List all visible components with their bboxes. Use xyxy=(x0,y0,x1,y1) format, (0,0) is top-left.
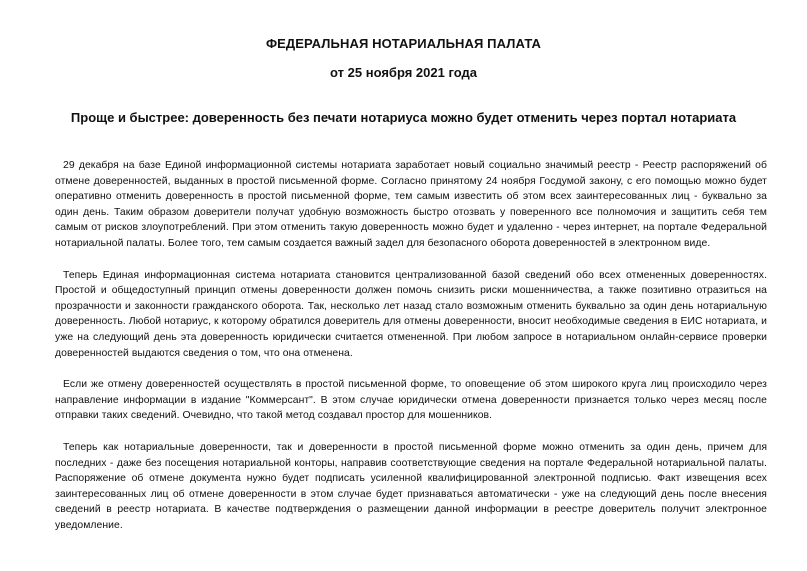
article-body xyxy=(55,158,767,549)
paragraph-4: Теперь как нотариальные доверенности, так и доверенности в простой письменной форме можно отменить за один день, причем для последних - даже без посещения нотариальной конторы, направив соответствующие сведения на портале Федеральной нотариальной палаты. Распоряжение об отмене документа нужно будет подписать усиленной квалифицированной электронной подписью. Факт извещения всех заинтересованных лиц об отмене доверенности в этом случае будет признаваться автоматически - уже на следующий день после внесения сведений в реестр нотариата. В качестве подтверждения о размещении данной информации в реестре доверитель получит электронное уведомление. xyxy=(55,441,767,531)
paragraph-3: Если же отмену доверенностей осуществлять в простой письменной форме, то оповещение об этом широкого круга лиц происходило через направление информации в издание "Коммерсант". В этом случае юридически отмена доверенности признается только через месяц после отправки таких сведений. Очевидно, что такой метод создавал простор для мошенников. xyxy=(55,379,767,422)
paragraph-1: 29 декабря на базе Единой информационной системы нотариата заработает новый социально значимый реестр - Реестр распоряжений об отмене доверенностей, выданных в простой письменной форме. Согласно принятому 24 ноября Госдумой закону, с его помощью можно будет оперативно отменить доверенность в простой письменной форме, тем самым известить об этом всех заинтересованных лиц - буквально за один день. Таким образом доверители получат удобную возможность быстро отозвать у поверенного все полномочия и защитить себя тем самым от рисков злоупотреблений. При этом отменить такую доверенность можно будет и удаленно - через интернет, на портале Федеральной нотариальной палаты. Более того, тем самым создается важный задел для безопасного оборота доверенностей в электронном виде. xyxy=(55,160,767,249)
document-date: от 25 ноября 2021 года xyxy=(330,65,477,80)
article-headline: Проще и быстрее: доверенность без печати нотариуса можно будет отменить через портал нотариата xyxy=(70,110,737,125)
organization-title: ФЕДЕРАЛЬНАЯ НОТАРИАЛЬНАЯ ПАЛАТА xyxy=(265,36,542,51)
paragraph-2: Теперь Единая информационная система нотариата становится централизованной базой сведений обо всех отмененных доверенностях. Простой и общедоступный принцип отмены доверенности должен помочь снизить риски мошенничества, а также позитивно отразиться на прозрачности и законности гражданского оборота. Так, несколько лет назад стало возможным отменить буквально за один день нотариальную доверенность. Любой нотариус, к которому обратился доверитель для отмены доверенности, вносит необходимые сведения в ЕИС нотариата, и уже на следующий день эта доверенность юридически считается отмененной. При любом запросе в нотариальном онлайн-сервисе проверки доверенностей выдаются сведения о том, что она отменена. xyxy=(55,269,767,359)
